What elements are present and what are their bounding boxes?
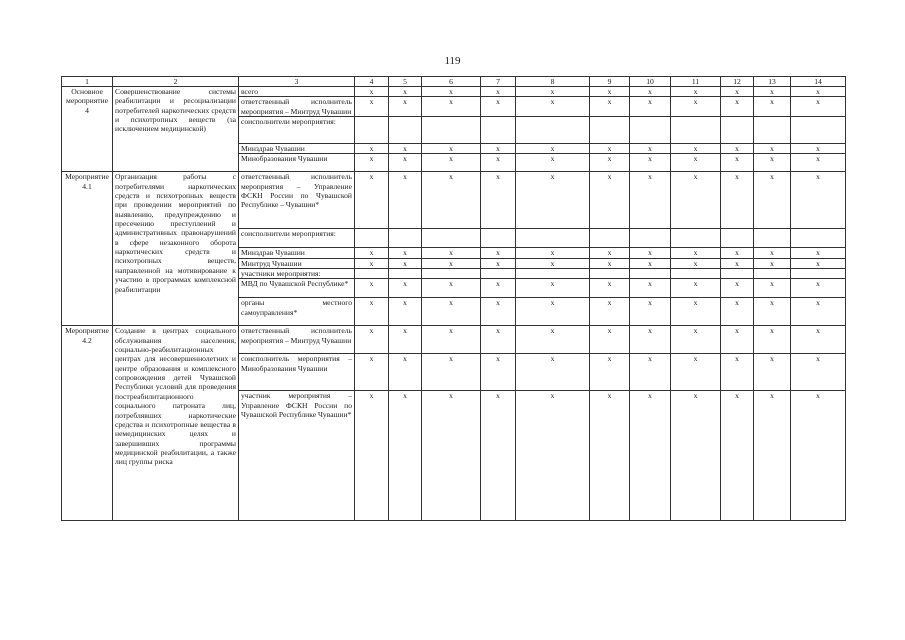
funding-mark-cell: x: [389, 279, 422, 298]
funding-mark-cell: [754, 229, 791, 248]
funding-mark-cell: x: [671, 279, 721, 298]
funding-mark-cell: [481, 229, 516, 248]
funding-mark-cell: [791, 269, 846, 279]
funding-mark-cell: x: [721, 298, 754, 326]
funding-mark-cell: x: [355, 326, 389, 354]
funding-mark-cell: [671, 269, 721, 279]
funding-mark-cell: x: [516, 354, 590, 391]
funding-mark-cell: x: [422, 391, 481, 521]
funding-mark-cell: x: [791, 354, 846, 391]
funding-mark-cell: x: [671, 248, 721, 258]
page-number: 119: [444, 55, 461, 67]
funding-mark-cell: x: [590, 391, 630, 521]
funding-mark-cell: x: [791, 248, 846, 258]
funding-mark-cell: x: [389, 172, 422, 229]
executor-cell: Минтруд Чувашии: [239, 258, 355, 268]
funding-mark-cell: x: [590, 172, 630, 229]
funding-mark-cell: x: [721, 354, 754, 391]
funding-mark-cell: x: [630, 298, 671, 326]
column-header: 14: [791, 77, 846, 87]
funding-mark-cell: x: [630, 391, 671, 521]
funding-mark-cell: [481, 117, 516, 144]
funding-mark-cell: [590, 229, 630, 248]
funding-mark-cell: x: [422, 279, 481, 298]
funding-mark-cell: x: [721, 144, 754, 154]
funding-mark-cell: x: [481, 326, 516, 354]
funding-mark-cell: x: [516, 97, 590, 117]
funding-mark-cell: x: [422, 154, 481, 172]
funding-mark-cell: [389, 229, 422, 248]
funding-mark-cell: x: [630, 354, 671, 391]
funding-mark-cell: [590, 117, 630, 144]
funding-mark-cell: x: [355, 87, 389, 97]
funding-mark-cell: x: [481, 97, 516, 117]
funding-mark-cell: x: [516, 87, 590, 97]
funding-mark-cell: x: [389, 391, 422, 521]
funding-mark-cell: x: [671, 144, 721, 154]
funding-mark-cell: [422, 229, 481, 248]
funding-mark-cell: x: [481, 279, 516, 298]
funding-mark-cell: x: [721, 87, 754, 97]
funding-mark-cell: x: [516, 172, 590, 229]
program-table: [61, 76, 846, 521]
funding-mark-cell: x: [590, 97, 630, 117]
column-header: 1: [62, 77, 113, 87]
funding-mark-cell: x: [516, 258, 590, 268]
funding-mark-cell: x: [422, 87, 481, 97]
funding-mark-cell: x: [481, 248, 516, 258]
funding-mark-cell: x: [721, 279, 754, 298]
funding-mark-cell: [630, 269, 671, 279]
funding-mark-cell: x: [754, 248, 791, 258]
funding-mark-cell: [721, 269, 754, 279]
funding-mark-cell: x: [389, 326, 422, 354]
funding-mark-cell: x: [355, 144, 389, 154]
funding-mark-cell: x: [590, 144, 630, 154]
funding-mark-cell: [389, 117, 422, 144]
funding-mark-cell: x: [590, 279, 630, 298]
funding-mark-cell: x: [791, 87, 846, 97]
funding-mark-cell: x: [791, 258, 846, 268]
funding-mark-cell: [481, 269, 516, 279]
activity-title: Основное мероприятие 4: [62, 87, 113, 172]
funding-mark-cell: x: [754, 97, 791, 117]
funding-mark-cell: x: [389, 354, 422, 391]
funding-mark-cell: x: [630, 97, 671, 117]
funding-mark-cell: x: [754, 279, 791, 298]
funding-mark-cell: [721, 229, 754, 248]
funding-mark-cell: x: [481, 87, 516, 97]
executor-cell: соисполнитель мероприятия – Минобразования Чувашии: [239, 354, 355, 391]
funding-mark-cell: x: [721, 326, 754, 354]
funding-mark-cell: x: [389, 258, 422, 268]
funding-mark-cell: x: [590, 354, 630, 391]
funding-mark-cell: x: [630, 144, 671, 154]
activity-description: Создание в центрах социального обслуживания населения, социально-реабилитационных центрах для несовершеннолетних и центре образования и комплексного сопровождения детей Чувашской Республики условий для проведения постреабилитационного социального патроната лиц, потреблявших наркотические средства и психотропные вещества в немедицинских целях и завершивших программы медицинской реабилитации, а также лиц группы риска: [113, 326, 239, 521]
executor-cell: соисполнители мероприятия:: [239, 117, 355, 144]
funding-mark-cell: [516, 229, 590, 248]
funding-mark-cell: x: [754, 87, 791, 97]
column-header: 3: [239, 77, 355, 87]
funding-mark-cell: x: [516, 326, 590, 354]
column-header: 5: [389, 77, 422, 87]
funding-mark-cell: [630, 117, 671, 144]
funding-mark-cell: x: [422, 298, 481, 326]
funding-mark-cell: x: [721, 248, 754, 258]
funding-mark-cell: x: [671, 354, 721, 391]
funding-mark-cell: [516, 117, 590, 144]
funding-mark-cell: x: [355, 154, 389, 172]
funding-mark-cell: x: [791, 97, 846, 117]
funding-mark-cell: x: [630, 248, 671, 258]
funding-mark-cell: x: [671, 391, 721, 521]
executor-cell: участники мероприятия:: [239, 269, 355, 279]
funding-mark-cell: x: [721, 97, 754, 117]
funding-mark-cell: [791, 117, 846, 144]
column-header: 13: [754, 77, 791, 87]
funding-mark-cell: x: [791, 172, 846, 229]
funding-mark-cell: x: [422, 172, 481, 229]
column-header: 11: [671, 77, 721, 87]
funding-mark-cell: x: [422, 248, 481, 258]
funding-mark-cell: x: [481, 298, 516, 326]
funding-mark-cell: [422, 117, 481, 144]
funding-mark-cell: x: [481, 144, 516, 154]
funding-mark-cell: x: [355, 391, 389, 521]
column-header: 6: [422, 77, 481, 87]
funding-mark-cell: x: [422, 326, 481, 354]
funding-mark-cell: [791, 229, 846, 248]
executor-cell: Минздрав Чувашии: [239, 248, 355, 258]
funding-mark-cell: x: [355, 354, 389, 391]
funding-mark-cell: x: [630, 172, 671, 229]
funding-mark-cell: [671, 229, 721, 248]
column-header: 12: [721, 77, 754, 87]
executor-cell: Минобразования Чувашии: [239, 154, 355, 172]
funding-mark-cell: x: [389, 298, 422, 326]
activity-title: Мероприятие 4.2: [62, 326, 113, 521]
executor-cell: ответственный исполнитель мероприятия – Минтруд Чувашии: [239, 97, 355, 117]
funding-mark-cell: x: [630, 154, 671, 172]
header-row: [62, 77, 846, 87]
funding-mark-cell: x: [355, 298, 389, 326]
funding-mark-cell: x: [671, 258, 721, 268]
funding-mark-cell: x: [721, 154, 754, 172]
funding-mark-cell: x: [671, 298, 721, 326]
funding-mark-cell: x: [481, 172, 516, 229]
funding-mark-cell: x: [630, 87, 671, 97]
executor-cell: всего: [239, 87, 355, 97]
funding-mark-cell: x: [721, 258, 754, 268]
funding-mark-cell: x: [516, 391, 590, 521]
funding-mark-cell: x: [791, 279, 846, 298]
funding-mark-cell: x: [355, 258, 389, 268]
funding-mark-cell: x: [355, 172, 389, 229]
funding-mark-cell: x: [516, 279, 590, 298]
executor-cell: МВД по Чувашской Республике*: [239, 279, 355, 298]
table-row: [62, 172, 846, 229]
column-header: 8: [516, 77, 590, 87]
funding-mark-cell: x: [355, 279, 389, 298]
funding-mark-cell: [590, 269, 630, 279]
funding-mark-cell: x: [590, 248, 630, 258]
funding-mark-cell: x: [590, 258, 630, 268]
funding-mark-cell: [422, 269, 481, 279]
column-header: 4: [355, 77, 389, 87]
funding-mark-cell: x: [791, 391, 846, 521]
column-header: 7: [481, 77, 516, 87]
funding-mark-cell: x: [422, 354, 481, 391]
funding-mark-cell: [630, 229, 671, 248]
funding-mark-cell: x: [754, 154, 791, 172]
funding-mark-cell: [355, 117, 389, 144]
funding-mark-cell: x: [791, 154, 846, 172]
executor-cell: ответственный исполнитель мероприятия – Минтруд Чувашии: [239, 326, 355, 354]
funding-mark-cell: x: [481, 154, 516, 172]
funding-mark-cell: x: [389, 144, 422, 154]
table-row: [62, 326, 846, 354]
funding-mark-cell: [355, 269, 389, 279]
funding-mark-cell: x: [754, 172, 791, 229]
executor-cell: ответственный исполнитель мероприятия – Управление ФСКН России по Чувашской Республике – Чувашии*: [239, 172, 355, 229]
activity-title: Мероприятие 4.1: [62, 172, 113, 326]
executor-cell: органы местного самоуправления*: [239, 298, 355, 326]
funding-mark-cell: x: [671, 154, 721, 172]
funding-mark-cell: [721, 117, 754, 144]
executor-cell: участник мероприятия – Управление ФСКН России по Чувашской Республике Чувашии*: [239, 391, 355, 521]
funding-mark-cell: x: [630, 258, 671, 268]
funding-mark-cell: x: [791, 326, 846, 354]
funding-mark-cell: x: [671, 87, 721, 97]
funding-mark-cell: x: [671, 172, 721, 229]
funding-mark-cell: [671, 117, 721, 144]
funding-mark-cell: x: [389, 87, 422, 97]
funding-mark-cell: x: [481, 391, 516, 521]
funding-mark-cell: x: [754, 326, 791, 354]
funding-mark-cell: x: [590, 87, 630, 97]
executor-cell: соисполнители мероприятия:: [239, 229, 355, 248]
funding-mark-cell: x: [630, 326, 671, 354]
funding-mark-cell: x: [590, 298, 630, 326]
funding-mark-cell: x: [355, 248, 389, 258]
funding-mark-cell: x: [481, 258, 516, 268]
funding-mark-cell: x: [590, 154, 630, 172]
funding-mark-cell: x: [516, 144, 590, 154]
funding-mark-cell: x: [721, 172, 754, 229]
funding-mark-cell: x: [389, 97, 422, 117]
funding-mark-cell: x: [754, 354, 791, 391]
activity-description: Организация работы с потребителями наркотических средств и психотропных веществ при проведении мероприятий по выявлению, предупреждению и пресечению преступлений и административных правонарушений в сфере незаконного оборота наркотических средств и психотропных веществ, направленной на мотивирование к участию в программах комплексной реабилитации: [113, 172, 239, 326]
funding-mark-cell: x: [754, 258, 791, 268]
funding-mark-cell: x: [754, 144, 791, 154]
funding-mark-cell: x: [516, 154, 590, 172]
funding-mark-cell: x: [516, 298, 590, 326]
funding-mark-cell: x: [754, 391, 791, 521]
executor-cell: Минздрав Чувашии: [239, 144, 355, 154]
column-header: 2: [113, 77, 239, 87]
funding-mark-cell: [754, 269, 791, 279]
funding-mark-cell: x: [422, 97, 481, 117]
column-header: 9: [590, 77, 630, 87]
funding-mark-cell: x: [721, 391, 754, 521]
funding-mark-cell: x: [516, 248, 590, 258]
funding-mark-cell: x: [481, 354, 516, 391]
funding-mark-cell: [516, 269, 590, 279]
funding-mark-cell: x: [671, 326, 721, 354]
funding-mark-cell: x: [791, 298, 846, 326]
activity-description: Совершенствование системы реабилитации и ресоциализации потребителей наркотических средств и психотропных веществ (за исключением медицинской): [113, 87, 239, 172]
funding-mark-cell: x: [355, 97, 389, 117]
funding-mark-cell: [754, 117, 791, 144]
funding-mark-cell: x: [389, 248, 422, 258]
funding-mark-cell: x: [791, 144, 846, 154]
funding-mark-cell: x: [671, 97, 721, 117]
funding-mark-cell: x: [422, 144, 481, 154]
column-header: 10: [630, 77, 671, 87]
funding-mark-cell: x: [754, 298, 791, 326]
table-row: [62, 87, 846, 97]
funding-mark-cell: x: [590, 326, 630, 354]
funding-mark-cell: [355, 229, 389, 248]
funding-mark-cell: [389, 269, 422, 279]
funding-mark-cell: x: [389, 154, 422, 172]
funding-mark-cell: x: [422, 258, 481, 268]
funding-mark-cell: x: [630, 279, 671, 298]
